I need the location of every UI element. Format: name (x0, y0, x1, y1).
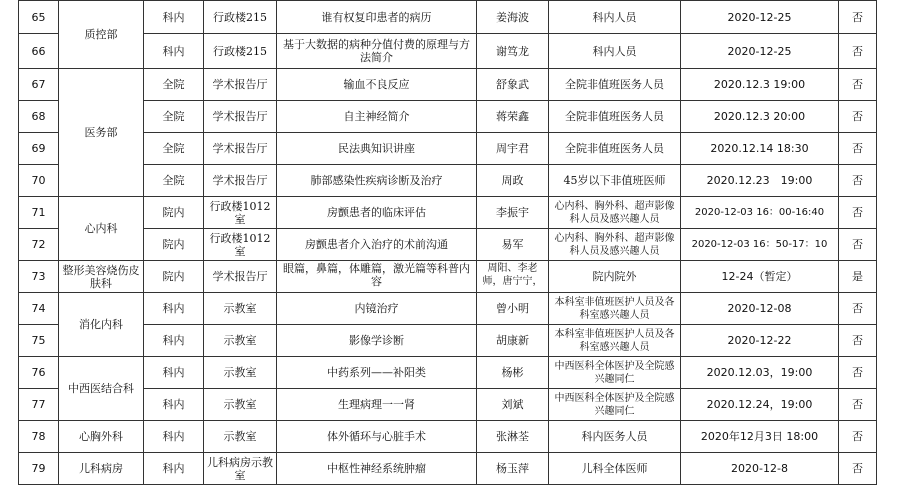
flag-cell: 否 (839, 34, 877, 69)
topic-cell: 基于大数据的病种分值付费的原理与方法简介 (277, 34, 477, 69)
audience-cell: 45岁以下非值班医师 (549, 165, 681, 197)
topic-cell: 生理病理一一肾 (277, 389, 477, 421)
flag-cell: 否 (839, 453, 877, 485)
flag-cell: 否 (839, 325, 877, 357)
venue-cell: 行政楼1012室 (204, 229, 277, 261)
scope-cell: 科内 (144, 1, 204, 34)
row-number: 68 (19, 101, 59, 133)
speaker-cell: 胡康新 (477, 325, 549, 357)
lecture-schedule-table (18, 0, 877, 485)
table-row (19, 421, 877, 453)
speaker-cell: 杨彬 (477, 357, 549, 389)
table-row (19, 229, 877, 261)
row-number: 67 (19, 69, 59, 101)
time-cell: 12-24（暂定） (681, 261, 839, 293)
time-cell: 2020.12.03，19:00 (681, 357, 839, 389)
department-cell: 心胸外科 (59, 421, 144, 453)
row-number: 71 (19, 197, 59, 229)
speaker-cell: 曾小明 (477, 293, 549, 325)
scope-cell: 全院 (144, 133, 204, 165)
time-cell: 2020.12.3 20:00 (681, 101, 839, 133)
audience-cell: 心内科、胸外科、超声影像科人员及感兴趣人员 (549, 197, 681, 229)
topic-cell: 肺部感染性疾病诊断及治疗 (277, 165, 477, 197)
venue-cell: 学术报告厅 (204, 133, 277, 165)
row-number: 77 (19, 389, 59, 421)
table-row (19, 1, 877, 34)
audience-cell: 科内人员 (549, 1, 681, 34)
topic-cell: 眼篇，鼻篇，体雕篇，激光篇等科普内容 (277, 261, 477, 293)
scope-cell: 科内 (144, 389, 204, 421)
flag-cell: 否 (839, 229, 877, 261)
speaker-cell: 谢笃龙 (477, 34, 549, 69)
row-number: 79 (19, 453, 59, 485)
scope-cell: 院内 (144, 229, 204, 261)
speaker-cell: 周阳、李老师，唐宁宁， (477, 261, 549, 293)
department-cell: 医务部 (59, 69, 144, 197)
venue-cell: 学术报告厅 (204, 261, 277, 293)
audience-cell: 科内医务人员 (549, 421, 681, 453)
venue-cell: 示教室 (204, 325, 277, 357)
flag-cell: 否 (839, 133, 877, 165)
speaker-cell: 李振宇 (477, 197, 549, 229)
row-number: 73 (19, 261, 59, 293)
table-row (19, 69, 877, 101)
topic-cell: 谁有权复印患者的病历 (277, 1, 477, 34)
topic-cell: 自主神经简介 (277, 101, 477, 133)
table-row (19, 197, 877, 229)
row-number: 78 (19, 421, 59, 453)
topic-cell: 输血不良反应 (277, 69, 477, 101)
time-cell: 2020.12.3 19:00 (681, 69, 839, 101)
venue-cell: 行政楼215 (204, 1, 277, 34)
flag-cell: 是 (839, 261, 877, 293)
flag-cell: 否 (839, 165, 877, 197)
venue-cell: 学术报告厅 (204, 165, 277, 197)
scope-cell: 科内 (144, 325, 204, 357)
row-number: 66 (19, 34, 59, 69)
table-row (19, 101, 877, 133)
topic-cell: 房颤患者介入治疗的术前沟通 (277, 229, 477, 261)
venue-cell: 示教室 (204, 293, 277, 325)
venue-cell: 行政楼215 (204, 34, 277, 69)
table-row (19, 357, 877, 389)
venue-cell: 学术报告厅 (204, 101, 277, 133)
department-cell: 儿科病房 (59, 453, 144, 485)
scope-cell: 科内 (144, 453, 204, 485)
time-cell: 2020.12.14 18:30 (681, 133, 839, 165)
speaker-cell: 姜海波 (477, 1, 549, 34)
topic-cell: 中枢性神经系统肿瘤 (277, 453, 477, 485)
audience-cell: 全院非值班医务人员 (549, 101, 681, 133)
topic-cell: 影像学诊断 (277, 325, 477, 357)
scope-cell: 科内 (144, 357, 204, 389)
audience-cell: 本科室非值班医护人员及各科室感兴趣人员 (549, 293, 681, 325)
scope-cell: 全院 (144, 165, 204, 197)
venue-cell: 示教室 (204, 421, 277, 453)
table-row (19, 325, 877, 357)
audience-cell: 中西医科全体医护及全院感兴趣同仁 (549, 389, 681, 421)
audience-cell: 全院非值班医务人员 (549, 69, 681, 101)
scope-cell: 全院 (144, 69, 204, 101)
speaker-cell: 张淋荃 (477, 421, 549, 453)
speaker-cell: 刘斌 (477, 389, 549, 421)
scope-cell: 科内 (144, 421, 204, 453)
row-number: 69 (19, 133, 59, 165)
venue-cell: 示教室 (204, 389, 277, 421)
department-cell: 消化内科 (59, 293, 144, 357)
venue-cell: 示教室 (204, 357, 277, 389)
time-cell: 2020-12-25 (681, 1, 839, 34)
speaker-cell: 蒋荣鑫 (477, 101, 549, 133)
row-number: 65 (19, 1, 59, 34)
time-cell: 2020-12-03 16：50-17：10 (681, 229, 839, 261)
venue-cell: 儿科病房示教室 (204, 453, 277, 485)
speaker-cell: 舒象武 (477, 69, 549, 101)
audience-cell: 本科室非值班医护人员及各科室感兴趣人员 (549, 325, 681, 357)
speaker-cell: 易军 (477, 229, 549, 261)
audience-cell: 院内院外 (549, 261, 681, 293)
table-row (19, 133, 877, 165)
topic-cell: 中药系列——补阳类 (277, 357, 477, 389)
flag-cell: 否 (839, 357, 877, 389)
scope-cell: 科内 (144, 293, 204, 325)
venue-cell: 学术报告厅 (204, 69, 277, 101)
table-row (19, 293, 877, 325)
speaker-cell: 周宇君 (477, 133, 549, 165)
time-cell: 2020-12-22 (681, 325, 839, 357)
audience-cell: 全院非值班医务人员 (549, 133, 681, 165)
scope-cell: 全院 (144, 101, 204, 133)
flag-cell: 否 (839, 197, 877, 229)
department-cell: 中西医结合科 (59, 357, 144, 421)
department-cell: 整形美容烧伤皮肤科 (59, 261, 144, 293)
scope-cell: 院内 (144, 261, 204, 293)
topic-cell: 民法典知识讲座 (277, 133, 477, 165)
table-row (19, 389, 877, 421)
row-number: 74 (19, 293, 59, 325)
time-cell: 2020-12-8 (681, 453, 839, 485)
time-cell: 2020-12-08 (681, 293, 839, 325)
flag-cell: 否 (839, 101, 877, 133)
topic-cell: 内镜治疗 (277, 293, 477, 325)
flag-cell: 否 (839, 69, 877, 101)
flag-cell: 否 (839, 421, 877, 453)
speaker-cell: 杨玉萍 (477, 453, 549, 485)
time-cell: 2020-12-03 16：00-16:40 (681, 197, 839, 229)
topic-cell: 体外循环与心脏手术 (277, 421, 477, 453)
topic-cell: 房颤患者的临床评估 (277, 197, 477, 229)
audience-cell: 心内科、胸外科、超声影像科人员及感兴趣人员 (549, 229, 681, 261)
row-number: 72 (19, 229, 59, 261)
audience-cell: 儿科全体医师 (549, 453, 681, 485)
row-number: 76 (19, 357, 59, 389)
audience-cell: 科内人员 (549, 34, 681, 69)
time-cell: 2020.12.23 19:00 (681, 165, 839, 197)
table-row (19, 261, 877, 293)
row-number: 70 (19, 165, 59, 197)
scope-cell: 院内 (144, 197, 204, 229)
audience-cell: 中西医科全体医护及全院感兴趣同仁 (549, 357, 681, 389)
flag-cell: 否 (839, 293, 877, 325)
table-row (19, 453, 877, 485)
speaker-cell: 周政 (477, 165, 549, 197)
row-number: 75 (19, 325, 59, 357)
scope-cell: 科内 (144, 34, 204, 69)
venue-cell: 行政楼1012室 (204, 197, 277, 229)
department-cell: 质控部 (59, 1, 144, 69)
table-row (19, 165, 877, 197)
time-cell: 2020年12月3日 18:00 (681, 421, 839, 453)
time-cell: 2020-12-25 (681, 34, 839, 69)
flag-cell: 否 (839, 1, 877, 34)
time-cell: 2020.12.24，19:00 (681, 389, 839, 421)
table-row (19, 34, 877, 69)
department-cell: 心内科 (59, 197, 144, 261)
flag-cell: 否 (839, 389, 877, 421)
